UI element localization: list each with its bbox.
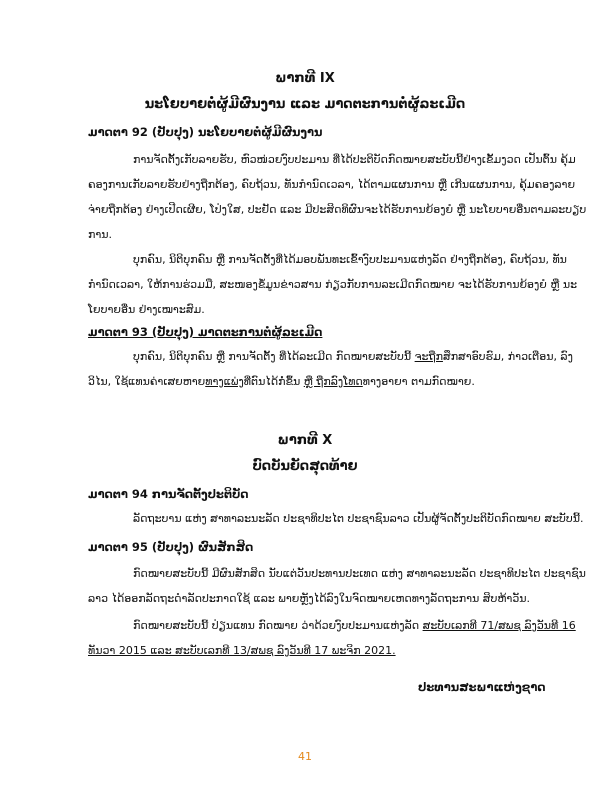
text-line (88, 561, 586, 586)
underlined-text: ທາງແພ່ງ (205, 375, 244, 388)
paragraph (88, 247, 578, 322)
text-line (88, 369, 522, 394)
article-heading: ມາດຕາ 92 (ປັບປຸງ) ນະໂຍບາຍຕໍ່ຜູ້ມີຜົນງານ (88, 125, 323, 139)
text-line (88, 344, 573, 369)
text-segment: ວິໄນ, ໃຊ້ແທນຄ່າເສຍຫາຍ (88, 375, 206, 388)
underlined-text: ສະບັບເລກທີ 71/ສພຊ ລົງວັນທີ 16 (422, 619, 576, 632)
text-line (88, 222, 522, 247)
paragraph (88, 506, 584, 531)
signature-title: ປະທານສະພາແຫ່ງຊາດ (418, 680, 546, 694)
page-number: 41 (298, 750, 312, 763)
article-heading: ມາດຕາ 94 ການຈັດຕັ້ງປະຕິບັດ (88, 487, 249, 501)
text-line (88, 197, 587, 222)
text-line (88, 147, 576, 172)
text-segment: ໂຍບາຍອື່ນ ຢ່າງເໝາະສົມ. (88, 303, 205, 316)
text-segment: ຄອງການເກັບລາຍຮັບຢ່າງຖືກຕ້ອງ, ຄົບຖ້ວນ, ທັນກຳນົດເວລາ, ໄດ້ຕາມແຜນການ ຫຼື ເກີນແຜນການ, ຄຸ້ມຄອງລາຍ (88, 178, 576, 191)
text-line (88, 613, 576, 638)
text-segment: ບຸກຄົນ, ນິຕິບຸກຄົນ ຫຼື ການຈັດຕັ້ງທີ່ໄດ້ມອບພັນທະເຂົ້າງົບປະມານແຫ່ງລັດ ຢ່າງຖືກຕ້ອງ, ຄົບຖ້ວນ, ທັນ (133, 253, 567, 266)
text-line (88, 297, 522, 322)
part-subtitle: ນະໂຍບາຍຕໍ່ຜູ້ມີຜົນງານ ແລະ ມາດຕະການຕໍ່ຜູ້ລະເມີດ (144, 97, 466, 112)
article-heading: ມາດຕາ 93 (ປັບປຸງ) ມາດຕະການຕໍ່ຜູ້ລະເມີດ (88, 325, 323, 339)
text-segment: ການ. (88, 228, 113, 241)
paragraph (88, 344, 573, 394)
text-segment: ລັດຖະບານ ແຫ່ງ ສາທາລະນະລັດ ປະຊາທິປະໄຕ ປະຊາຊົນລາວ ເປັນຜູ້ຈັດຕັ້ງປະຕິບັດກົດໝາຍ ສະບັບນີ້. (133, 512, 584, 525)
text-line (88, 506, 584, 531)
underlined-text: ທັນວາ 2015 ແລະ ສະບັບເລກທີ 13/ສພຊ ລົງວັນທີ 17 ພະຈິກ 2021. (88, 644, 396, 657)
text-segment: ກຳນົດເວລາ, ໃຫ້ການຮ່ວມມື, ສະໜອງຂໍ້ມູນຂ່າວສານ ກ່ຽວກັບການລະເມີດກົດໝາຍ ຈະໄດ້ຮັບການຍ້ອງຍໍ ຫຼື ນະ (88, 278, 578, 291)
underlined-text: ຈະຖືກ (414, 350, 443, 363)
part-title: ພາກທີ X (277, 433, 333, 448)
text-segment: ລາວ ໄດ້ອອກລັດຖະດຳລັດປະກາດໃຊ້ ແລະ ພາຍຫຼັງໄດ້ລົງໃນຈົດໝາຍເຫດທາງລັດຖະການ ສິບຫ້າວັນ. (88, 592, 531, 605)
paragraph (88, 147, 587, 247)
text-segment: ການຈັດຕັ້ງເກັບລາຍຮັບ, ຫົວໜ່ວຍງົບປະມານ ທີ່ໄດ້ປະຕິບັດກົດໝາຍສະບັບນີ້ຢ່າງເຂັ້ມງວດ ເປັນຕົ້ນ ຄຸ້ມ (133, 153, 576, 166)
part-title: ພາກທີ IX (275, 71, 335, 86)
paragraph (88, 613, 576, 663)
text-line (88, 172, 576, 197)
text-line (88, 586, 531, 611)
text-segment: ກົດໝາຍສະບັບນີ້ ປ່ຽນແທນ ກົດໝາຍ ວ່າດ້ວຍງົບປະມານແຫ່ງລັດ (133, 619, 423, 632)
text-segment: ກົດໝາຍສະບັບນີ້ ມີຜົນສັກສິດ ນັບແຕ່ວັນປະທານປະເທດ ແຫ່ງ ສາທາລະນະລັດ ປະຊາທິປະໄຕ ປະຊາຊົນ (133, 567, 586, 580)
underlined-text: ຫຼື ຖືກລົງໂທດ (303, 375, 363, 388)
text-line (88, 638, 522, 663)
text-segment: ສຶກສາອົບຮົມ, ກ່າວເຕືອນ, ລົງ (442, 350, 573, 363)
article-heading: ມາດຕາ 95 (ປັບປຸງ) ຜົນສັກສິດ (88, 540, 254, 554)
paragraph (88, 561, 586, 611)
text-line (88, 247, 567, 272)
text-segment: ທີ່ຕົນໄດ້ກໍ່ຂຶ້ນ (243, 375, 304, 388)
text-segment: ຈ່າຍຖືກຕ້ອງ ຢ່າງເປີດເຜີຍ, ໂປ່ງໃສ, ປະຢັດ ແລະ ມີປະສິດທິຜົນຈະໄດ້ຮັບການຍ້ອງຍໍ ຫຼື ນະໂຍບາຍອື່ນຕາມລະບຽບ (88, 203, 587, 216)
text-segment: ບຸກຄົນ, ນິຕິບຸກຄົນ ຫຼື ການຈັດຕັ້ງ ທີ່ໄດ້ລະເມີດ ກົດໝາຍສະບັບນີ້ (133, 350, 415, 363)
text-segment: ທາງອາຍາ ຕາມກົດໝາຍ. (362, 375, 475, 388)
part-subtitle: ບົດບັນຍັດສຸດທ້າຍ (252, 459, 358, 474)
text-line (88, 272, 578, 297)
